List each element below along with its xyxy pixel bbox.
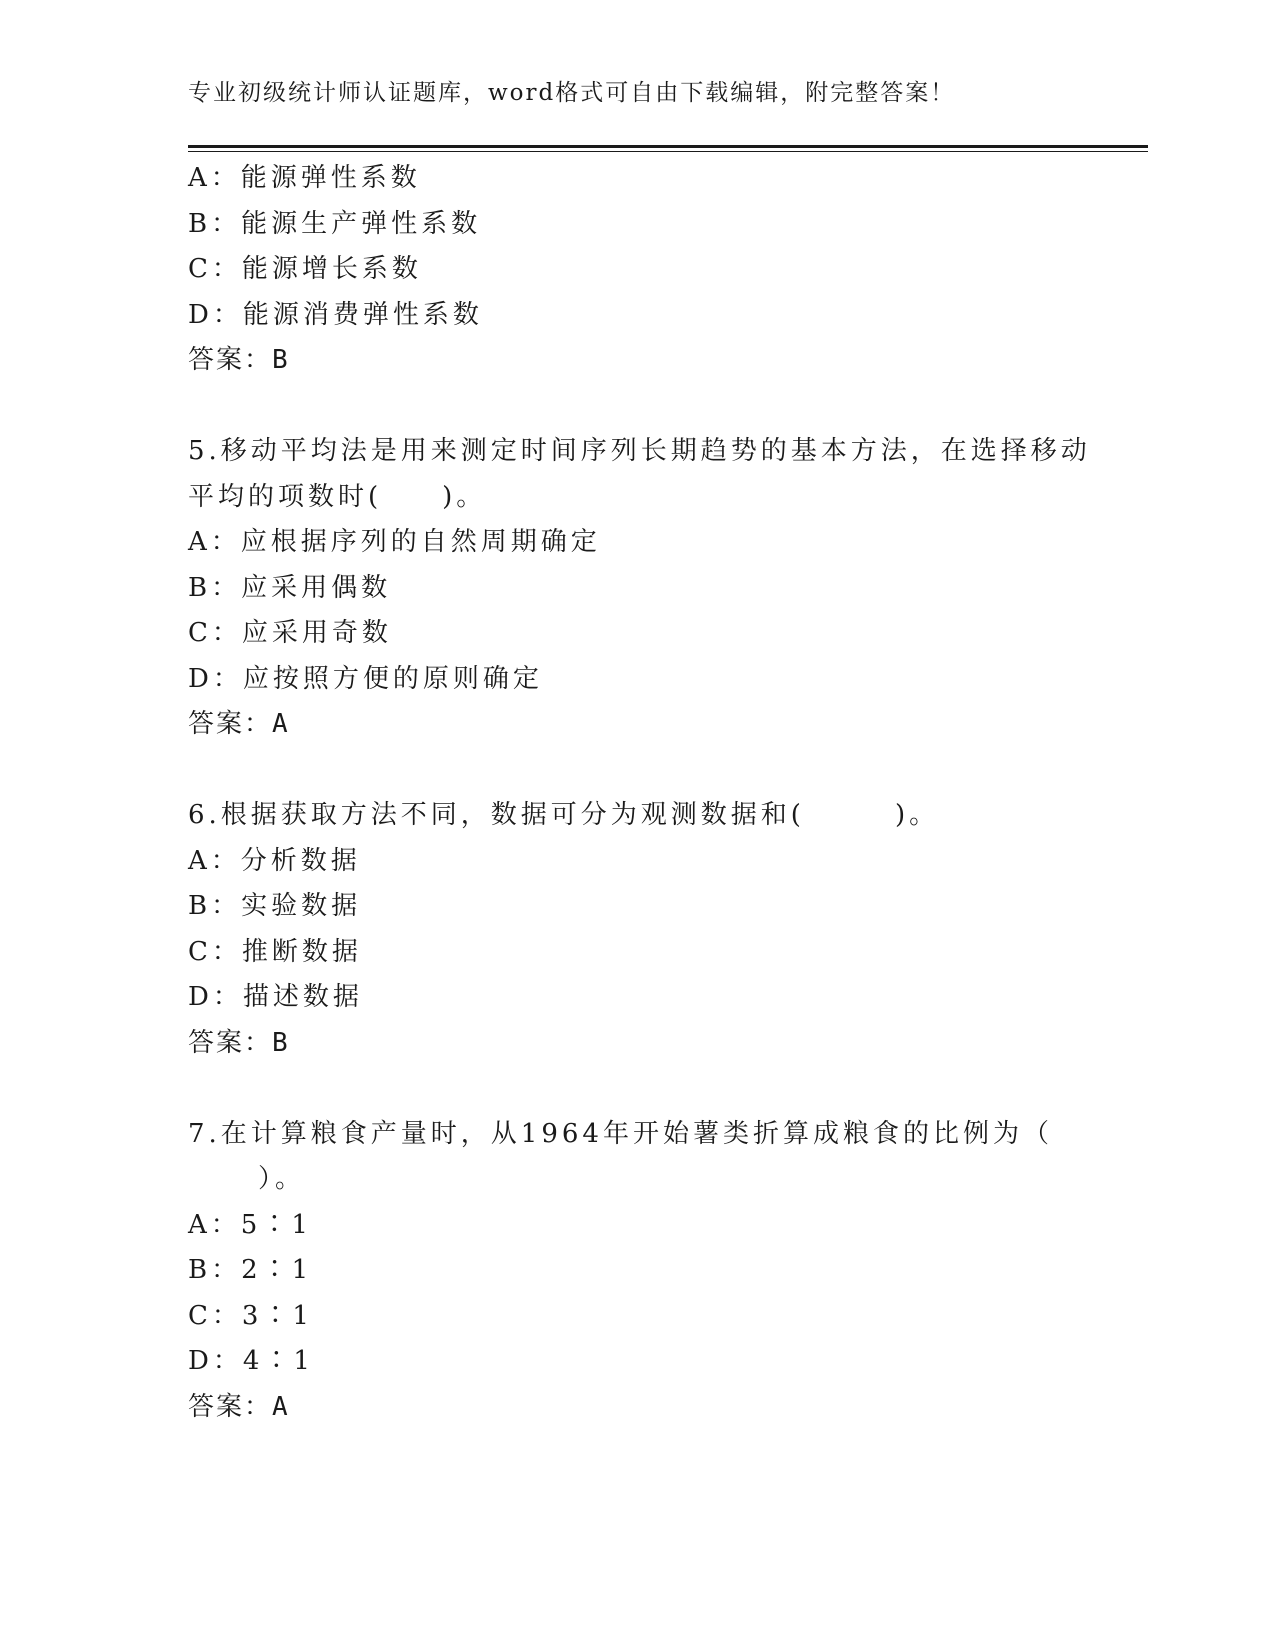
option-d: D：能源消费弹性系数 — [188, 299, 483, 330]
option-c: C：应采用奇数 — [188, 618, 392, 648]
option-a: A：应根据序列的自然周期确定 — [188, 527, 601, 557]
option-a: A：分析数据 — [188, 845, 361, 876]
option-b: B：能源生产弹性系数 — [188, 208, 482, 239]
question-stem: 7.在计算粮食产量时，从1964年开始薯类折算成粮食的比例为（ — [188, 1118, 1053, 1149]
answer-label: 答案： — [188, 1391, 273, 1422]
question-block-4 — [188, 156, 1088, 384]
option-b: B：实验数据 — [188, 891, 362, 921]
answer-value: B — [272, 345, 290, 375]
page-header: 专业初级统计师认证题库，word格式可自由下载编辑，附完整答案！ — [188, 80, 956, 106]
option-d: D：应按照方便的原则确定 — [188, 663, 543, 694]
spacer — [188, 384, 1088, 430]
option-b: B：2∶1 — [188, 1255, 313, 1285]
question-list — [188, 156, 1091, 1430]
answer-line — [188, 338, 1088, 384]
question-stem: 6.根据获取方法不同，数据可分为观测数据和( )。 — [188, 800, 940, 830]
question-stem-continued: ）。 — [258, 1164, 306, 1194]
header-rule — [188, 145, 1148, 148]
answer-label: 答案： — [188, 1027, 273, 1058]
answer-line — [188, 1385, 1088, 1431]
header-rule-thin — [188, 151, 1148, 152]
answer-value: B — [272, 1027, 290, 1058]
answer-line — [188, 1021, 1088, 1067]
answer-label: 答案： — [188, 345, 273, 375]
option-d: D：4∶1 — [188, 1346, 314, 1376]
answer-value: A — [272, 709, 290, 739]
option-b: B：应采用偶数 — [188, 572, 392, 603]
question-stem: 5.移动平均法是用来测定时间序列长期趋势的基本方法，在选择移动 — [188, 436, 1091, 466]
option-a: A：5∶1 — [188, 1209, 312, 1240]
option-c: C：推断数据 — [188, 936, 362, 967]
option-a: A：能源弹性系数 — [188, 163, 421, 193]
spacer — [188, 1066, 1088, 1112]
option-d: D：描述数据 — [188, 982, 363, 1012]
question-block-7 — [188, 1112, 1088, 1431]
spacer — [188, 748, 1088, 794]
question-stem-continued: 平均的项数时( )。 — [188, 481, 487, 512]
option-c: C：3∶1 — [188, 1300, 313, 1331]
question-block-5 — [188, 429, 1091, 748]
question-block-6 — [188, 793, 1088, 1066]
answer-label: 答案： — [188, 709, 273, 739]
option-c: C：能源增长系数 — [188, 254, 422, 284]
answer-value: A — [272, 1391, 290, 1422]
answer-line — [188, 702, 1088, 748]
